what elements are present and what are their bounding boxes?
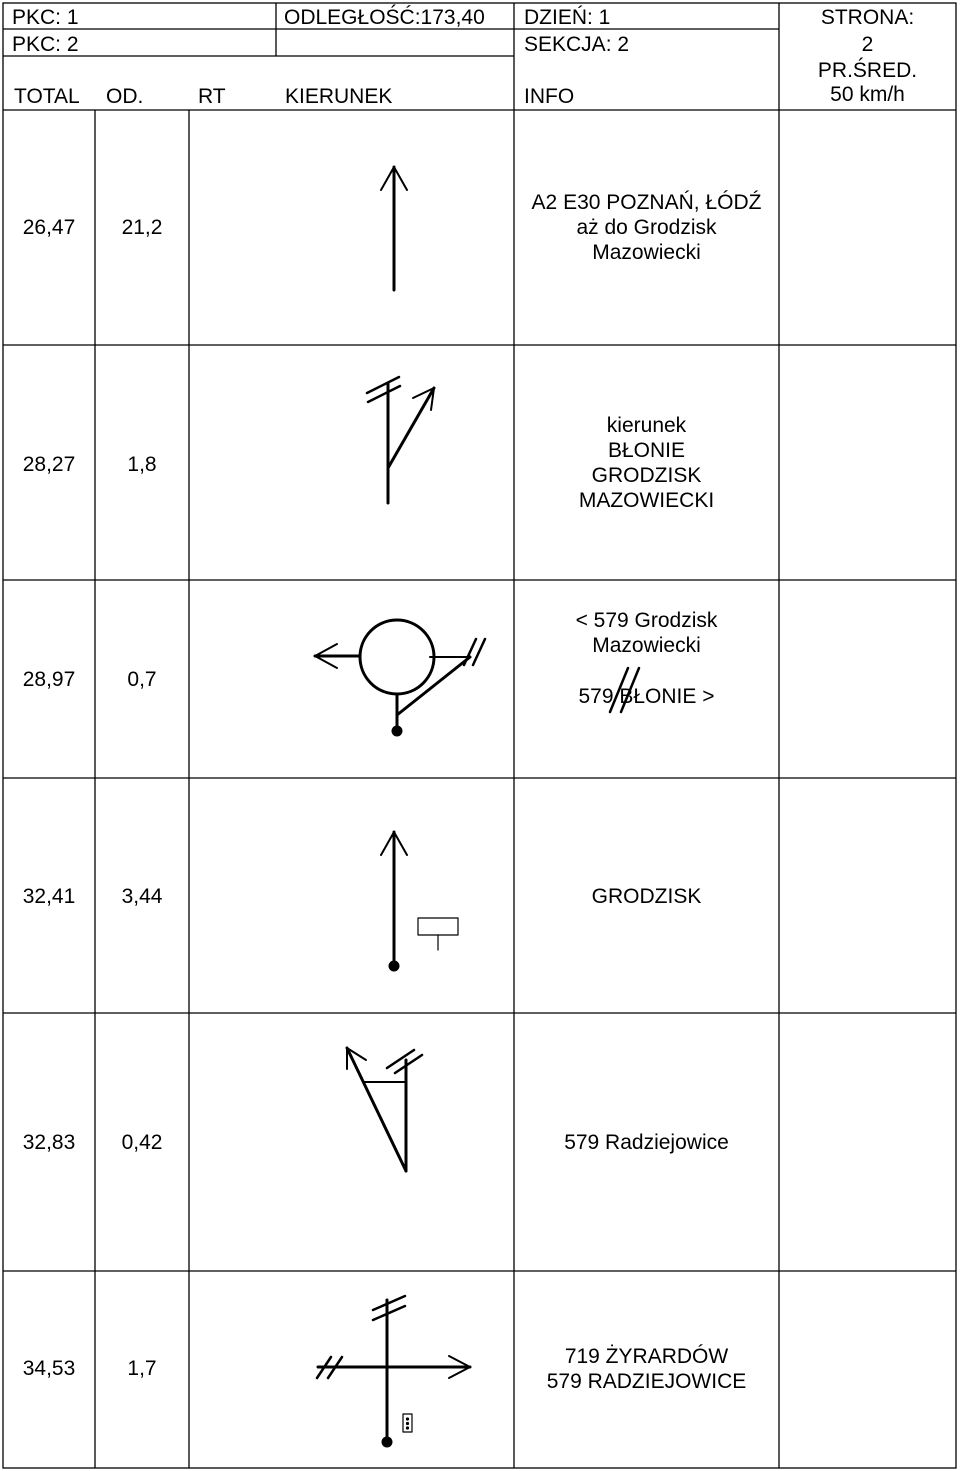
straight-with-sign-icon [381, 832, 458, 970]
row-6-info-line-1: 719 ŻYRARDÓW [564, 1345, 729, 1368]
row-1-info-line-2: aż do Grodzisk [576, 216, 717, 239]
column-rt: RT [198, 85, 226, 108]
day-label: DZIEŃ: 1 [524, 6, 611, 29]
section-label: SEKCJA: 2 [524, 33, 630, 56]
row-6-info-line-2: 579 RADZIEJOWICE [546, 1370, 747, 1393]
crossing-traffic-light-icon [317, 1296, 470, 1446]
row-4-from: 3,44 [121, 885, 163, 908]
row-2-total: 28,27 [22, 453, 76, 476]
row-4-info-line-1: GRODZISK [591, 885, 702, 908]
column-info: INFO [524, 85, 575, 108]
fork-left-icon [347, 1048, 422, 1171]
row-5-info-line-1: 579 Radziejowice [564, 1131, 729, 1154]
row-3-info-line-1: < 579 Grodzisk [575, 609, 718, 632]
row-4-total: 32,41 [22, 885, 76, 908]
row-6-from: 1,7 [127, 1357, 157, 1380]
row-3-from: 0,7 [127, 668, 157, 691]
column-direction: KIERUNEK [285, 85, 393, 108]
row-2-info-line-4: MAZOWIECKI [578, 489, 715, 512]
row-6-total: 34,53 [22, 1357, 76, 1380]
row-5-total: 32,83 [22, 1131, 76, 1154]
row-2-info-line-3: GRODZISK [591, 464, 702, 487]
row-3-info-line-3: 579 BŁONIE > [578, 685, 715, 708]
row-2-from: 1,8 [127, 453, 157, 476]
row-1-from: 21,2 [121, 216, 163, 239]
row-2-info-line-1: kierunek [606, 414, 687, 437]
row-5-from: 0,42 [121, 1131, 163, 1154]
distance-label: ODLEGŁOŚĆ:173,40 [284, 6, 485, 29]
pkc-2: PKC: 2 [12, 33, 79, 56]
column-from: OD. [106, 85, 144, 108]
row-1-total: 26,47 [22, 216, 76, 239]
avg-speed-value: 50 km/h [830, 83, 905, 106]
straight-arrow-icon [381, 167, 407, 290]
column-total: TOTAL [14, 85, 80, 108]
pkc-1: PKC: 1 [12, 6, 79, 29]
row-1-info-line-1: A2 E30 POZNAŃ, ŁÓDŹ [531, 191, 762, 214]
row-1-info-line-3: Mazowiecki [592, 241, 701, 264]
row-3-total: 28,97 [22, 668, 76, 691]
avg-speed-label: PR.ŚRED. [817, 59, 918, 82]
row-2-info-line-2: BŁONIE [607, 439, 686, 462]
row-3-info-line-2: Mazowiecki [592, 634, 701, 657]
page-label: STRONA: [820, 6, 915, 29]
page-number: 2 [861, 33, 874, 56]
roundabout-left-icon [315, 620, 639, 735]
fork-right-icon [367, 377, 434, 503]
